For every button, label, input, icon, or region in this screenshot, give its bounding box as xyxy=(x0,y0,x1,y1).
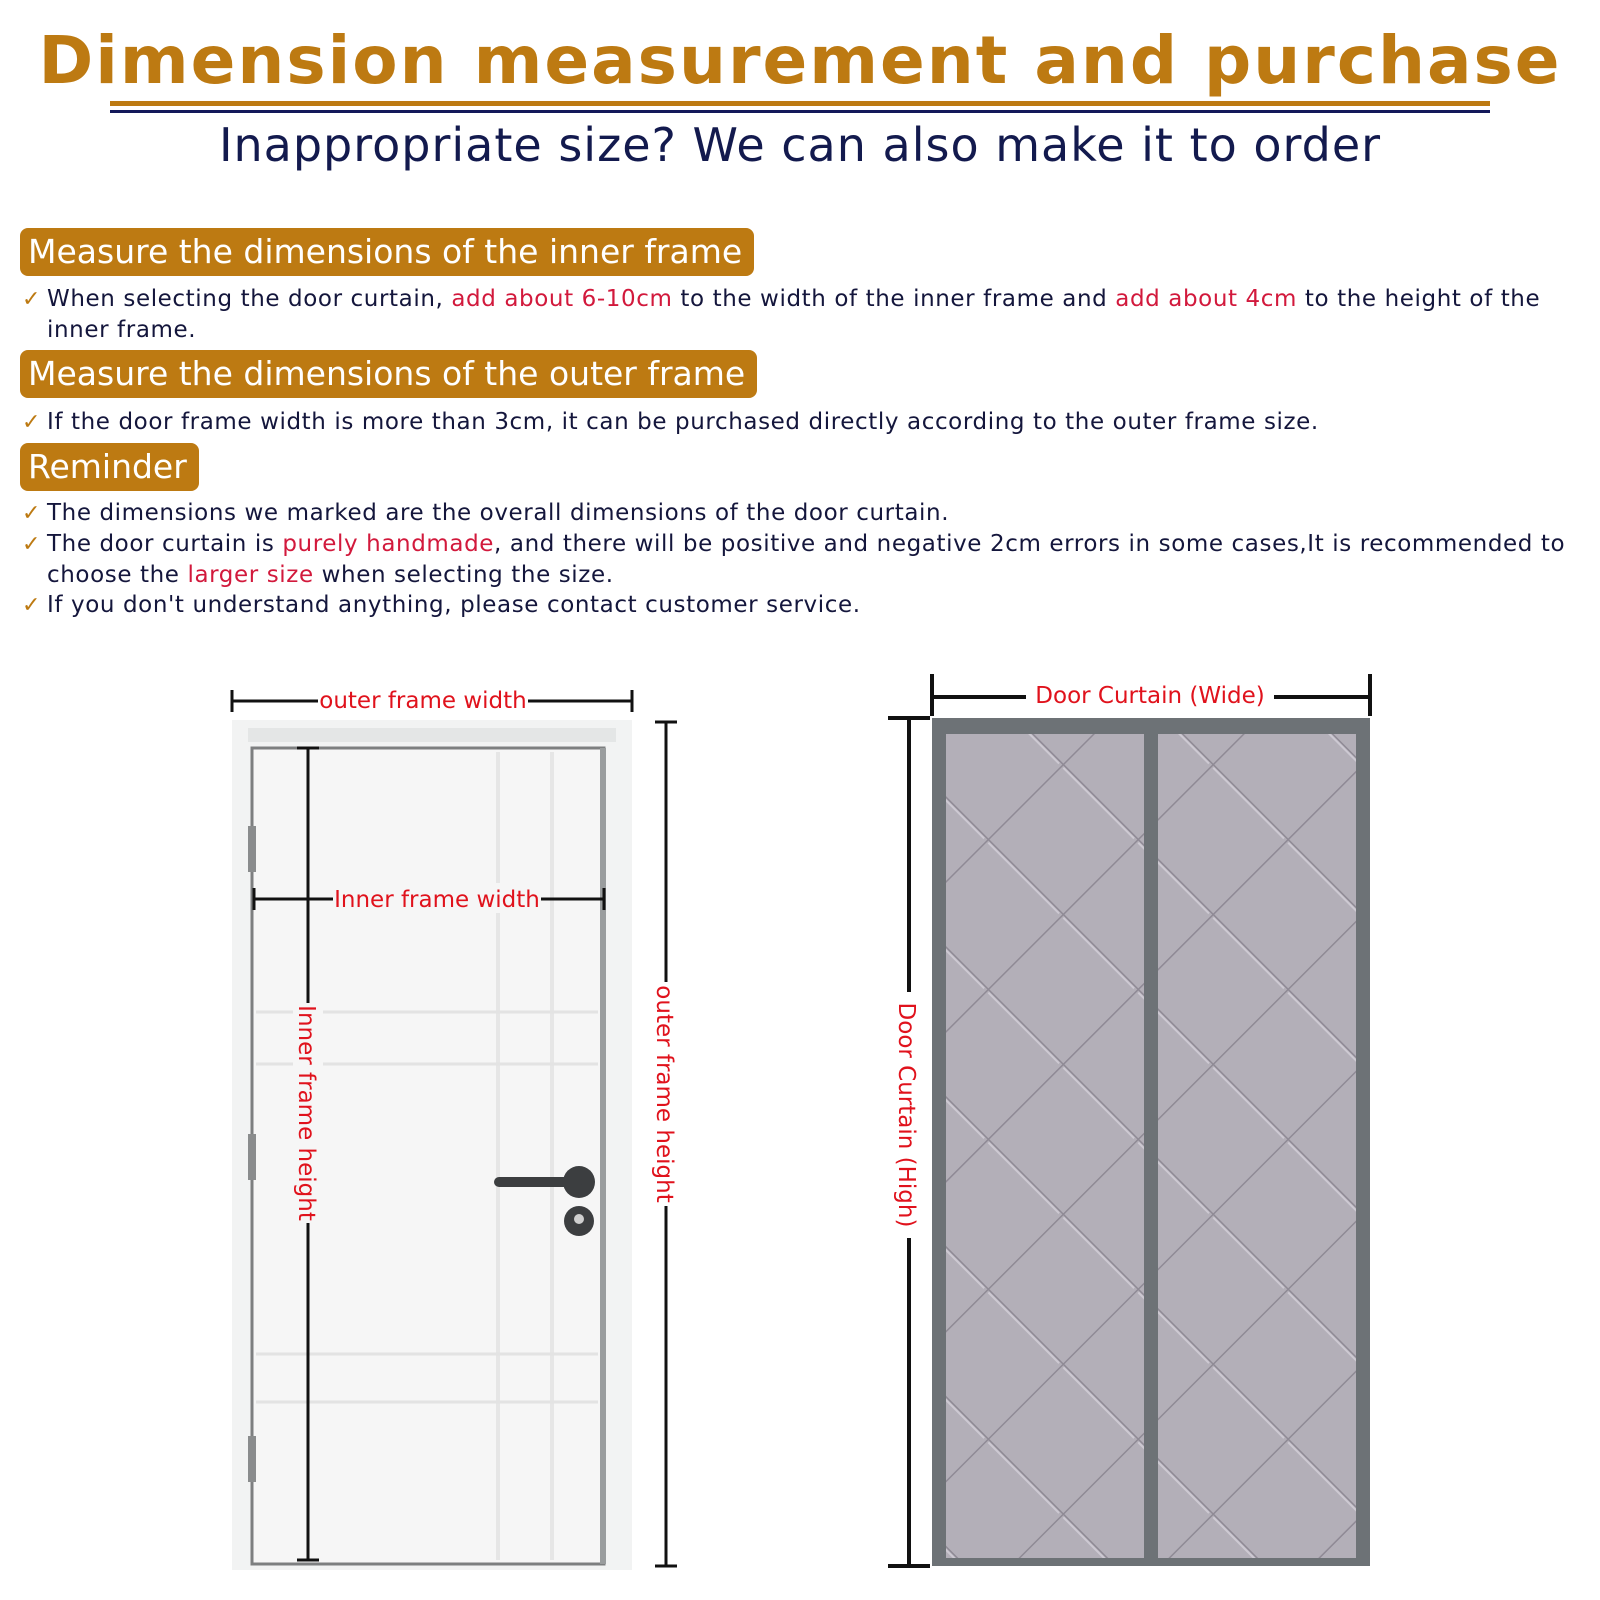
section-heading-reminder: Reminder xyxy=(20,443,199,491)
check-icon: ✓ xyxy=(22,287,42,312)
curtain-left-panel xyxy=(946,734,1144,1558)
curtain-magnetic-seam xyxy=(1144,734,1158,1558)
dimension-curtain-width xyxy=(932,674,1370,716)
bullet-text: The dimensions we marked are the overall dimensions of the door curtain. xyxy=(47,500,950,526)
highlight-text: add about 4cm xyxy=(1115,286,1298,312)
door-lock-icon xyxy=(564,1206,594,1236)
door-hinge xyxy=(248,1134,256,1180)
section-heading-inner-frame: Measure the dimensions of the inner frame xyxy=(20,228,754,276)
inner-frame-width-label: Inner frame width xyxy=(334,887,540,913)
dimension-outer-width xyxy=(232,684,632,714)
highlight-text: add about 6-10cm xyxy=(451,286,673,312)
page-title: Dimension measurement and purchase xyxy=(38,22,1562,99)
inner-frame-height-label: Inner frame height xyxy=(293,1005,319,1221)
check-icon: ✓ xyxy=(22,532,42,557)
bullet-text: If the door frame width is more than 3cm, it can be purchased directly according to the outer frame size. xyxy=(47,409,1319,435)
bullet-text: When selecting the door curtain, add about 6-10cm to the width of the inner frame and add about 4cm to the height of the inner frame. xyxy=(47,286,1541,343)
curtain-right-panel xyxy=(1158,734,1356,1558)
door-frame-lintel xyxy=(248,728,616,742)
check-icon: ✓ xyxy=(22,501,42,526)
door-hinge xyxy=(248,826,256,872)
check-icon: ✓ xyxy=(22,410,42,435)
curtain-illustration xyxy=(932,718,1370,1566)
dimension-outer-height xyxy=(651,722,681,1566)
outer-frame-width-label: outer frame width xyxy=(319,688,527,714)
door-edge xyxy=(600,748,606,1564)
curtain-height-label: Door Curtain (High) xyxy=(893,1002,919,1228)
highlight-text: larger size xyxy=(187,562,314,588)
bullet-text: The door curtain is purely handmade, and there will be positive and negative 2cm errors in some cases,It is recommended to choose the larger size when selecting the size. xyxy=(47,531,1566,588)
outer-frame-height-label: outer frame height xyxy=(651,985,677,1203)
door-illustration xyxy=(232,720,632,1570)
curtain-width-label: Door Curtain (Wide) xyxy=(1035,683,1265,709)
bullet-text: If you don't understand anything, please contact customer service. xyxy=(47,592,861,618)
check-icon: ✓ xyxy=(22,593,42,618)
dimension-curtain-height xyxy=(888,718,930,1566)
page-subtitle: Inappropriate size? We can also make it to order xyxy=(218,118,1382,172)
door-hinge xyxy=(248,1436,256,1482)
highlight-text: purely handmade xyxy=(282,531,495,557)
section-heading-outer-frame: Measure the dimensions of the outer frame xyxy=(20,350,757,398)
